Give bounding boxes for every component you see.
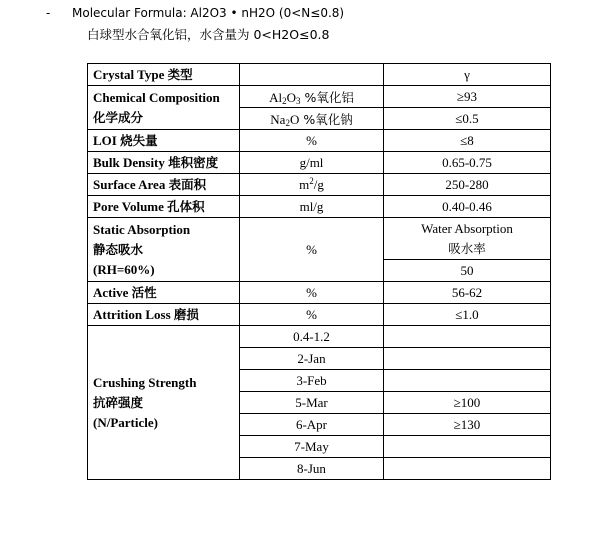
crushing-value-cell: ≥130 — [384, 414, 551, 436]
crystal-type-unit — [240, 64, 384, 86]
table-row — [88, 86, 551, 108]
spec-table — [87, 63, 551, 480]
static-absorption-label: Static Absorption 静态吸水 (RH=60%) — [88, 218, 240, 282]
crushing-value-cell — [384, 436, 551, 458]
attrition-loss-unit: % — [240, 304, 384, 326]
sodium-oxide-value: ≤0.5 — [384, 108, 551, 130]
crushing-value-cell — [384, 458, 551, 480]
pore-volume-unit: ml/g — [240, 196, 384, 218]
crushing-value-cell — [384, 370, 551, 392]
alumina-value: ≥93 — [384, 86, 551, 108]
crushing-size-cell: 6-Apr — [240, 414, 384, 436]
attrition-loss-value: ≤1.0 — [384, 304, 551, 326]
crushing-value-cell — [384, 348, 551, 370]
formula-text: Molecular Formula: Al2O3 • nH2O (0<N≤0.8) — [72, 6, 345, 20]
active-unit: % — [240, 282, 384, 304]
crushing-value-cell: ≥100 — [384, 392, 551, 414]
pore-volume-label: Pore Volume 孔体积 — [88, 196, 240, 218]
table-row — [88, 152, 551, 174]
crushing-size-cell: 0.4-1.2 — [240, 326, 384, 348]
crushing-size-cell: 8-Jun — [240, 458, 384, 480]
table-row — [88, 174, 551, 196]
table-row — [88, 304, 551, 326]
crushing-size-cell: 5-Mar — [240, 392, 384, 414]
alumina-unit: $Al_2O_3$ %氧化铝 — [240, 86, 384, 108]
active-value: 56-62 — [384, 282, 551, 304]
crystal-type-value: γ — [384, 64, 551, 86]
crushing-size-cell: 2-Jan — [240, 348, 384, 370]
water-absorption-header: Water Absorption 吸水率 — [384, 218, 551, 260]
table-row — [88, 282, 551, 304]
table-row — [88, 326, 551, 348]
crushing-strength-label: Crushing Strength 抗碎强度 (N/Particle) — [88, 326, 240, 480]
loi-unit: % — [240, 130, 384, 152]
table-row — [88, 64, 551, 86]
loi-value: ≤8 — [384, 130, 551, 152]
static-absorption-unit: % — [240, 218, 384, 282]
crystal-type-label: Crystal Type 类型 — [88, 64, 240, 86]
active-label: Active 活性 — [88, 282, 240, 304]
surface-area-value: 250-280 — [384, 174, 551, 196]
surface-area-unit: $m^2/g$ — [240, 174, 384, 196]
description-text: 白球型水合氧化铝，水含量为 0<H2O≤0.8 — [87, 27, 330, 42]
table-row — [88, 196, 551, 218]
bulk-density-value: 0.65-0.75 — [384, 152, 551, 174]
crushing-size-cell: 3-Feb — [240, 370, 384, 392]
bullet-dash: - — [46, 6, 51, 20]
chemical-composition-label: Chemical Composition 化学成分 — [88, 86, 240, 130]
formula-line — [46, 6, 344, 20]
crushing-size-cell: 7-May — [240, 436, 384, 458]
static-absorption-value: 50 — [384, 260, 551, 282]
attrition-loss-label: Attrition Loss 磨损 — [88, 304, 240, 326]
bulk-density-unit: g/ml — [240, 152, 384, 174]
table-row — [88, 130, 551, 152]
crushing-value-cell — [384, 326, 551, 348]
loi-label: LOI 烧失量 — [88, 130, 240, 152]
sodium-oxide-unit: $Na_2O$ %氧化钠 — [240, 108, 384, 130]
bulk-density-label: Bulk Density 堆积密度 — [88, 152, 240, 174]
table-row — [88, 218, 551, 260]
pore-volume-value: 0.40-0.46 — [384, 196, 551, 218]
surface-area-label: Surface Area 表面积 — [88, 174, 240, 196]
